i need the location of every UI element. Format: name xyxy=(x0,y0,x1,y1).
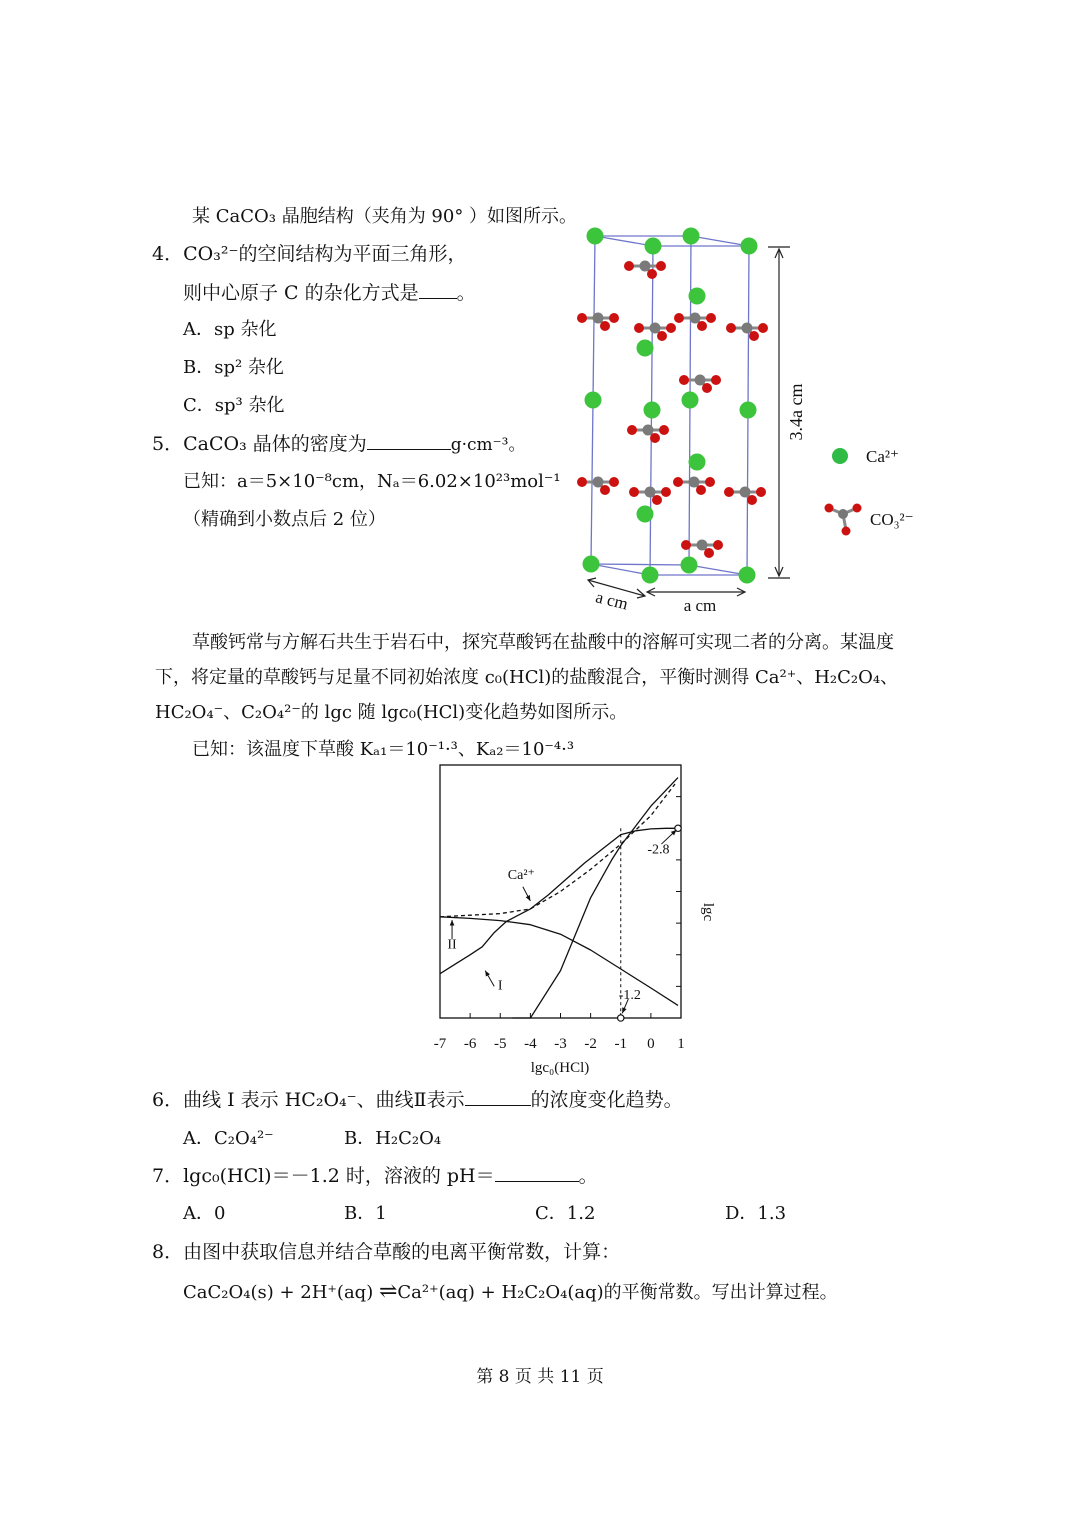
passage-line3: HC₂O₄⁻、C₂O₄²⁻的 lgc 随 lgc₀(HCl)变化趋势如图所示。 xyxy=(155,702,628,723)
q7-option-a: A．0 xyxy=(183,1203,226,1224)
ca-atom xyxy=(637,506,654,523)
annotation-label: -2.8 xyxy=(647,842,670,858)
q7-option-c: C．1.2 xyxy=(535,1203,596,1224)
q4-line2 xyxy=(183,284,476,303)
q8-line1-text: 由图中获取信息并结合草酸的电离平衡常数，计算： xyxy=(183,1241,621,1263)
q7-option-d: D．1.3 xyxy=(725,1203,787,1224)
x-tick-label: -5 xyxy=(494,1036,507,1052)
cell-edge xyxy=(591,564,650,575)
q4-line1-text: CO₃²⁻的空间结构为平面三角形， xyxy=(183,243,467,265)
q7-text: lgc₀(HCl)＝－1.2 时，溶液的 pH＝ xyxy=(183,1165,495,1187)
crystal-structure-figure xyxy=(555,220,935,620)
ca-atom xyxy=(681,557,698,574)
co3-group xyxy=(681,540,723,559)
q7-line xyxy=(152,1167,598,1186)
page-footer: 第 8 页 共 11 页 xyxy=(476,1367,604,1387)
cell-edge xyxy=(595,236,653,246)
co3-group xyxy=(627,425,669,444)
ca-atom xyxy=(583,556,600,573)
co3-group xyxy=(577,313,619,332)
q5-answer-blank[interactable] xyxy=(367,435,451,450)
q6-number: 6． xyxy=(152,1089,184,1111)
x-axis-label: lgc₀(HCl) xyxy=(530,1060,590,1076)
series-line-Ca2+ xyxy=(440,784,675,917)
co3-group xyxy=(726,323,768,342)
q5-given: 已知：a＝5×10⁻⁸cm，Nₐ＝6.02×10²³mol⁻¹ xyxy=(183,471,561,492)
tick-labels xyxy=(434,1036,685,1052)
series-line-II xyxy=(440,917,678,1006)
legend-ca-icon xyxy=(832,448,848,464)
ca-atom xyxy=(642,567,659,584)
x-tick-label: -1 xyxy=(614,1036,627,1052)
q4-line2-end: 。 xyxy=(456,282,476,304)
q6-option-b: B．H₂C₂O₄ xyxy=(344,1128,442,1149)
tick-marks xyxy=(440,765,681,1018)
q8-products: Ca²⁺(aq) + H₂C₂O₄(aq)的平衡常数。写出计算过程。 xyxy=(397,1282,838,1303)
passage-line2: 下，将定量的草酸钙与足量不同初始浓度 c₀(HCl)的盐酸混合，平衡时测得 Ca²⁺、H₂C₂O₄、 xyxy=(155,667,899,688)
co3-group xyxy=(624,261,666,280)
q4-line1 xyxy=(152,245,466,264)
plot-frame xyxy=(440,765,681,1018)
arrowhead-icon xyxy=(450,920,455,926)
marker-point xyxy=(618,1015,624,1021)
q4-line2-text: 则中心原子 C 的杂化方式是 xyxy=(183,282,419,304)
a-label-left: a cm xyxy=(593,587,630,614)
x-tick-label: -6 xyxy=(463,1036,477,1052)
y-axis-label: lgc xyxy=(700,902,716,922)
a-label-right: a cm xyxy=(683,596,717,615)
q5-line1-text: CaCO₃ 晶体的密度为 xyxy=(183,433,367,455)
legend-co3-label: CO₃²⁻ xyxy=(870,510,914,529)
legend-co3-icon xyxy=(825,504,862,536)
co3-group xyxy=(724,487,766,506)
ca-atom xyxy=(740,402,757,419)
ca-atom xyxy=(587,228,604,245)
legend-ca-label: Ca²⁺ xyxy=(866,447,899,466)
legend xyxy=(825,447,914,536)
q6-answer-blank[interactable] xyxy=(465,1091,531,1106)
passage-known: 已知：该温度下草酸 Kₐ₁＝10⁻¹·³、Kₐ₂＝10⁻⁴·³ xyxy=(192,739,575,760)
q4-answer-blank[interactable] xyxy=(419,284,457,299)
co3-group xyxy=(679,375,721,394)
ca-atom xyxy=(682,392,699,409)
x-tick-label: -3 xyxy=(554,1036,567,1052)
ca-atom xyxy=(739,567,756,584)
q7-option-b: B．1 xyxy=(344,1203,387,1224)
co3-group xyxy=(577,477,619,496)
co3-group xyxy=(673,477,715,496)
ca-atom xyxy=(637,340,654,357)
series-line-I xyxy=(440,828,678,973)
annotation-label: II xyxy=(447,937,457,953)
cell-edge xyxy=(591,564,689,565)
x-tick-label: 0 xyxy=(647,1036,655,1052)
annotation-label: -1.2 xyxy=(618,988,641,1004)
ca-atom xyxy=(689,288,706,305)
co3-group xyxy=(629,487,671,506)
annotations xyxy=(447,830,676,1013)
x-tick-label: -2 xyxy=(584,1036,597,1052)
ca-atom xyxy=(645,238,662,255)
q8-line1 xyxy=(152,1243,620,1262)
cell-edge xyxy=(691,236,749,246)
ca-atom xyxy=(689,454,706,471)
q6-text-after: 的浓度变化趋势。 xyxy=(530,1089,683,1111)
equilibrium-arrow-icon: ⇌ xyxy=(378,1279,398,1304)
series-lines xyxy=(440,778,678,1018)
q6-option-a: A．C₂O₄²⁻ xyxy=(183,1128,274,1149)
ca-atom xyxy=(683,228,700,245)
ca-atom xyxy=(741,238,758,255)
annotation-label: Ca²⁺ xyxy=(507,867,535,883)
q8-number: 8． xyxy=(152,1241,184,1263)
unit-cell-atoms xyxy=(577,228,768,584)
intro-text: 某 CaCO₃ 晶胞结构（夹角为 90° ）如图所示。 xyxy=(192,206,578,227)
q7-number: 7． xyxy=(152,1165,184,1187)
q5-precision: （精确到小数点后 2 位） xyxy=(183,509,386,530)
q5-line1 xyxy=(152,435,525,454)
q4-number: 4． xyxy=(152,243,184,265)
unit-cell-edges xyxy=(591,236,749,575)
x-tick-label: -4 xyxy=(524,1036,537,1052)
q5-number: 5． xyxy=(152,433,184,455)
passage-line1: 草酸钙常与方解石共生于岩石中，探究草酸钙在盐酸中的溶解可实现二者的分离。某温度 xyxy=(192,632,894,653)
cell-edge xyxy=(689,565,747,575)
co3-group xyxy=(674,313,716,332)
q4-option-a: A．sp 杂化 xyxy=(183,319,277,340)
ca-atom xyxy=(644,402,661,419)
q6-line xyxy=(152,1091,683,1110)
q7-answer-blank[interactable] xyxy=(495,1167,579,1182)
q4-option-b: B．sp² 杂化 xyxy=(183,357,284,378)
x-tick-label: -7 xyxy=(433,1036,447,1052)
q8-equation xyxy=(183,1281,838,1303)
height-label: 3.4a cm xyxy=(786,383,806,441)
q5-unit: g·cm⁻³。 xyxy=(450,435,526,455)
ca-atom xyxy=(585,392,602,409)
co3-group xyxy=(634,323,676,342)
q7-end: 。 xyxy=(578,1165,598,1187)
q8-reactants: CaC₂O₄(s) + 2H⁺(aq) xyxy=(183,1282,374,1303)
x-tick-label: 1 xyxy=(677,1036,685,1052)
lgc-chart xyxy=(420,755,740,1085)
q6-text-before: 曲线 I 表示 HC₂O₄⁻、曲线Ⅱ表示 xyxy=(183,1089,465,1111)
annotation-label: I xyxy=(497,978,503,994)
q4-option-c: C．sp³ 杂化 xyxy=(183,395,285,416)
